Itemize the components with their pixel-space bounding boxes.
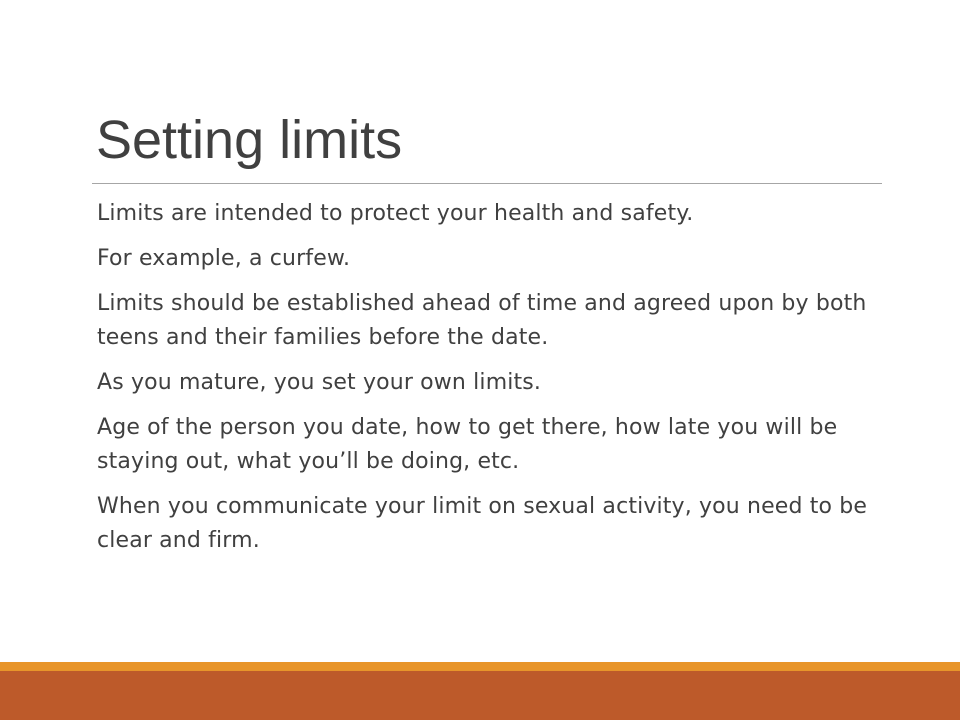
bullet-item: As you mature, you set your own limits. (97, 370, 542, 395)
footer-accent-stripe (0, 662, 960, 671)
bullet-item: When you communicate your limit on sexual activity, you need to be clear and firm. (97, 494, 868, 553)
title-divider (92, 183, 882, 184)
bullet-item: Age of the person you date, how to get there, how late you will be staying out, what you’ll be doing, etc. (97, 415, 838, 474)
slide-title: Setting limits (96, 110, 403, 170)
bullet-item: Limits should be established ahead of time and agreed upon by both teens and their families before the date. (97, 291, 867, 350)
bullet-item: Limits are intended to protect your health and safety. (97, 201, 694, 226)
bullet-list (97, 197, 887, 569)
footer-bar (0, 671, 960, 720)
bullet-item: For example, a curfew. (97, 246, 351, 271)
